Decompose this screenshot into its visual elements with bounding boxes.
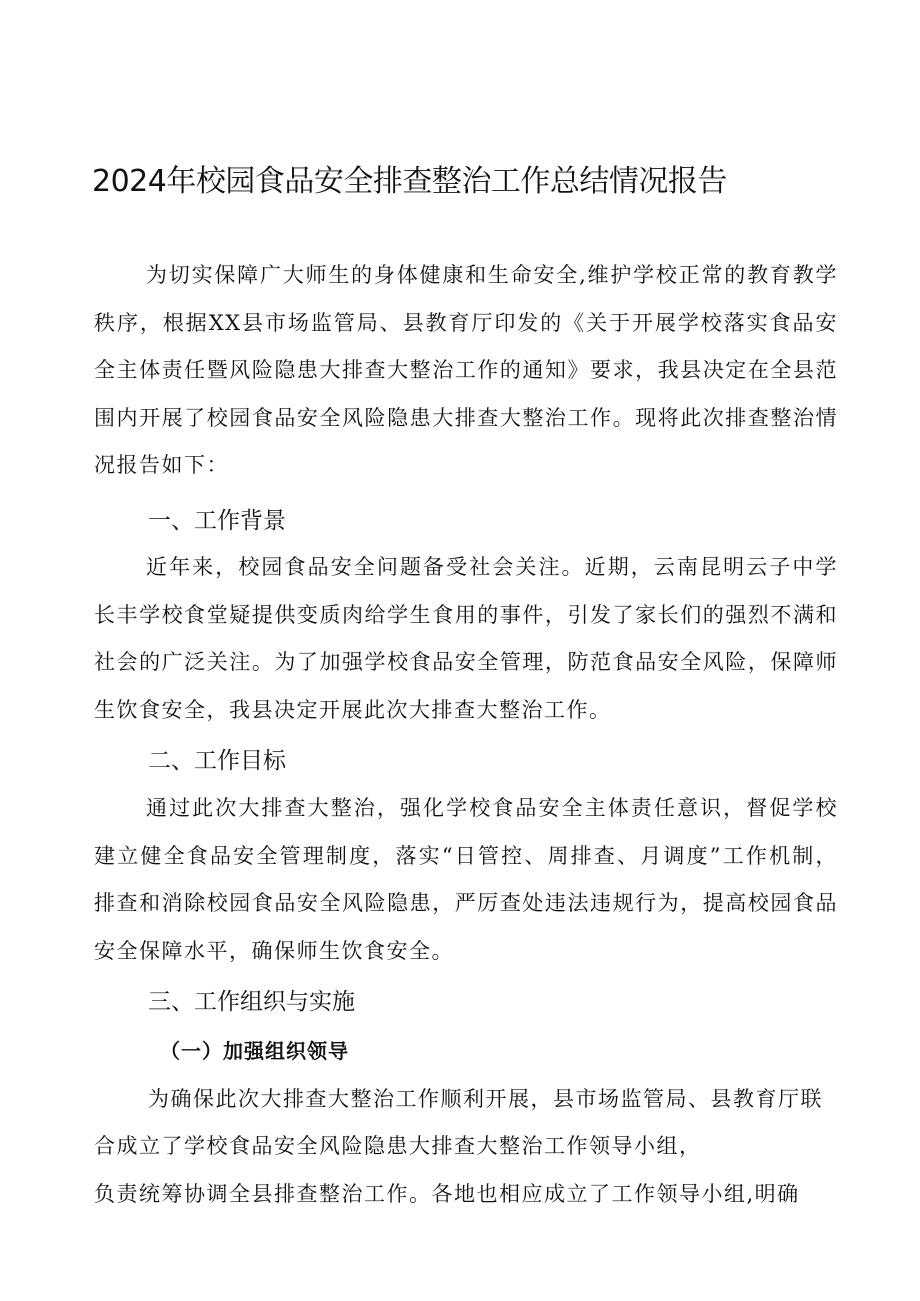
section-heading-goals: 二、工作目标: [148, 748, 286, 774]
section-heading-background: 一、工作背景: [148, 508, 286, 534]
document-title: 2024年校园食品安全排查整治工作总结情况报告: [92, 164, 727, 199]
body-line: 负责统筹协调全县排查整治工作。各地也相应成立了工作领导小组,明确: [94, 1182, 800, 1206]
intro-paragraph: 为切实保障广大师生的身体健康和生命安全,维护学校正常的教育教学秩序，根据XX县市场监管局、县教育厅印发的《关于开展学校落实食品安全主体责任暨风险隐患大排查大整治工作的通知》要求，我县决定在全县范围内开展了校园食品安全风险隐患大排查大整治工作。现将此次排查整治情况报告如下：: [94, 263, 838, 477]
section-body-goals: 通过此次大排查大整治，强化学校食品安全主体责任意识，督促学校建立健全食品安全管理制度，落实“日管控、周排查、月调度”工作机制，排查和消除校园食品安全风险隐患，严厉查处违法违规行为，提高校园食品安全保障水平，确保师生饮食安全。: [94, 796, 838, 963]
body-line: 为确保此次大排查大整治工作顺利开展，县市场监管局、县教育厅联: [148, 1087, 823, 1111]
section-body-background: 近年来，校园食品安全问题备受社会关注。近期，云南昆明云子中学长丰学校食堂疑提供变质肉给学生食用的事件，引发了家长们的强烈不满和社会的广泛关注。为了加强学校食品安全管理，防范食品安全风险，保障师生饮食安全，我县决定开展此次大排查大整治工作。: [94, 555, 838, 722]
body-line: 合成立了学校食品安全风险隐患大排查大整治工作领导小组，: [94, 1134, 702, 1158]
section-heading-organization: 三、工作组织与实施: [148, 989, 355, 1015]
subsection-heading-leadership: （一）加强组织领导: [160, 1039, 349, 1063]
